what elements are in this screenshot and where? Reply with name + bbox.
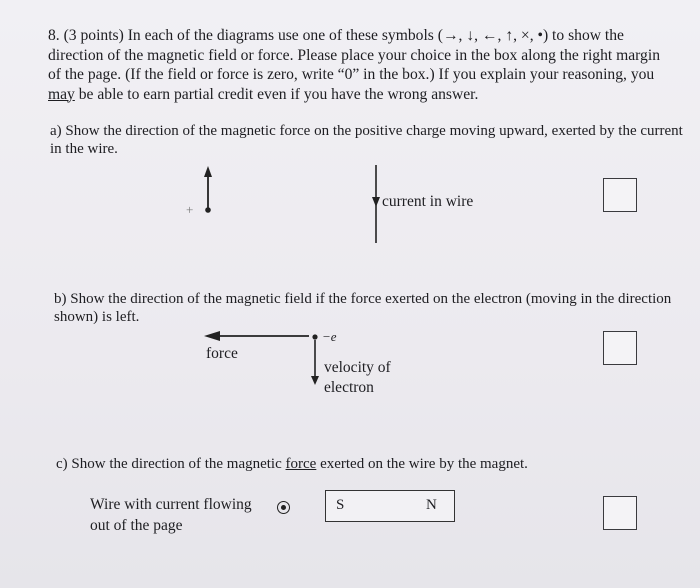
electron-charge-label: −e xyxy=(322,329,337,344)
magnet-pole-s: S xyxy=(336,497,345,513)
part-c-text-a: c) Show the direction of the magnetic xyxy=(56,456,286,472)
current-in-wire-label: current in wire xyxy=(382,193,474,210)
magnet-pole-n: N xyxy=(426,497,437,513)
part-c-text-b: exerted on the wire by the magnet. xyxy=(316,456,528,472)
positive-charge-sign: + xyxy=(186,202,194,217)
intro-text-b: be able to earn partial credit even if you have the wrong answer. xyxy=(74,85,479,103)
force-label: force xyxy=(206,345,238,362)
part-a-prompt: a) Show the direction of the magnetic force on the positive charge moving upward, exerted by the current in the wire. xyxy=(50,123,683,157)
force-left-arrow-icon xyxy=(204,331,309,341)
intro-may-underlined: may xyxy=(48,85,75,103)
intro-text-a: 8. (3 points) In each of the diagrams use one of these symbols (→, ↓, ←, ↑, ×, •) to show the direction of the magnetic field or force. Please place your choice in the box along the right margin of the page. (If the field or force is zero, write “0” in the box.) If you explain your reasoning, you xyxy=(48,27,660,83)
wire-label-line2: out of the page xyxy=(90,517,183,534)
part-c-force-underlined: force xyxy=(285,456,317,472)
wire-label-line1: Wire with current flowing xyxy=(90,496,252,513)
electron-velocity-down-arrow-icon xyxy=(311,334,319,385)
part-b-prompt: b) Show the direction of the magnetic field if the force exerted on the electron (moving in the direction shown) is left. xyxy=(54,291,672,325)
charge-velocity-up-arrow-icon xyxy=(204,166,212,213)
wire-current-down-arrow-icon xyxy=(372,165,380,243)
velocity-label-line1: velocity of xyxy=(324,359,391,376)
velocity-label-line2: electron xyxy=(324,379,374,396)
